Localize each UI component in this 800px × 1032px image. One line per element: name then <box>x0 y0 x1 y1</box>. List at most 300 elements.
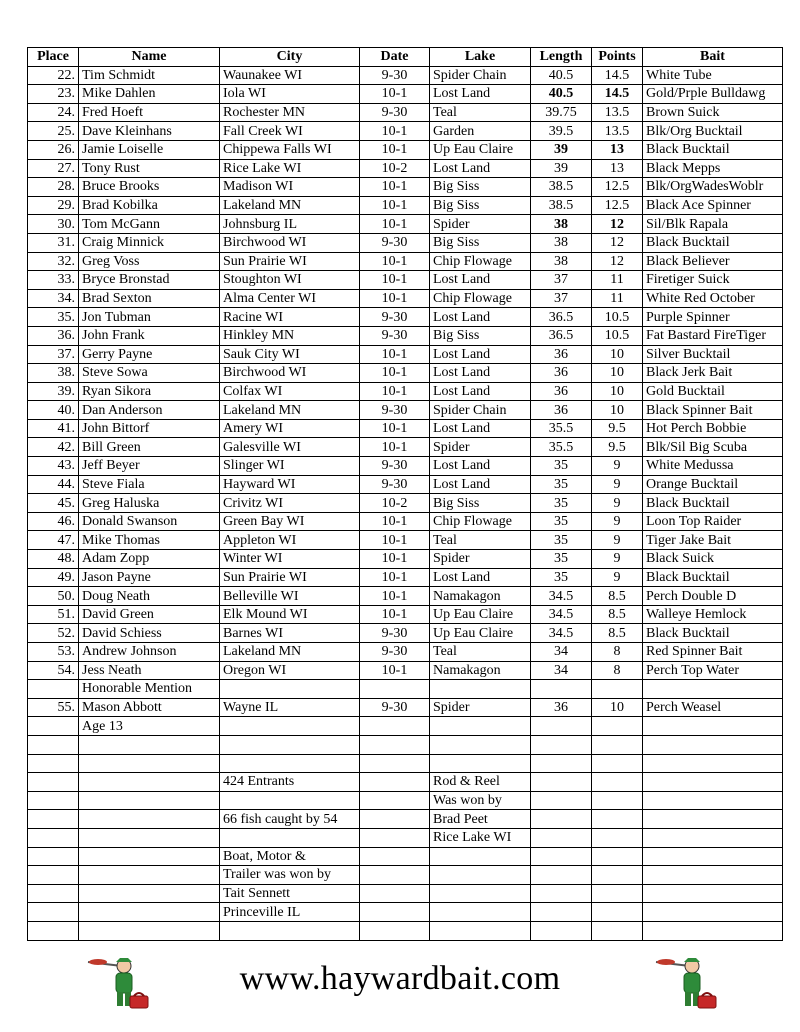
cell-points: 13 <box>592 159 643 178</box>
cell-bait: Blk/OrgWadesWoblr <box>643 178 783 197</box>
cell-date: 10-1 <box>360 550 430 569</box>
cell-length: 35 <box>531 550 592 569</box>
cell-points: 12 <box>592 215 643 234</box>
cell-bait: Loon Top Raider <box>643 512 783 531</box>
cell-city: Sauk City WI <box>220 345 360 364</box>
cell-points: 12 <box>592 252 643 271</box>
cell-place <box>28 754 79 773</box>
cell-city: Waunakee WI <box>220 66 360 85</box>
cell-bait: Firetiger Suick <box>643 271 783 290</box>
cell-place <box>28 680 79 699</box>
cell-lake: Lost Land <box>430 382 531 401</box>
table-row <box>28 196 783 215</box>
cell-lake: Chip Flowage <box>430 252 531 271</box>
cell-date: 10-1 <box>360 382 430 401</box>
cell-date: 10-1 <box>360 196 430 215</box>
cell-name: Mike Dahlen <box>79 85 220 104</box>
cell-name: Mike Thomas <box>79 531 220 550</box>
cell-length: 36 <box>531 345 592 364</box>
cell-date: 9-30 <box>360 698 430 717</box>
table-row <box>28 85 783 104</box>
cell-points: 12.5 <box>592 178 643 197</box>
cell-points: 9 <box>592 531 643 550</box>
cell-length: 34 <box>531 643 592 662</box>
cell-points: 12.5 <box>592 196 643 215</box>
cell-city: Oregon WI <box>220 661 360 680</box>
cell-length <box>531 680 592 699</box>
cell-bait <box>643 903 783 922</box>
cell-lake: Lost Land <box>430 419 531 438</box>
cell-name: John Frank <box>79 326 220 345</box>
cell-points: 9.5 <box>592 419 643 438</box>
cell-date: 10-1 <box>360 364 430 383</box>
cell-lake: Spider <box>430 438 531 457</box>
cell-points: 8.5 <box>592 624 643 643</box>
cell-lake: Lost Land <box>430 364 531 383</box>
cell-length <box>531 717 592 736</box>
cell-name: Brad Sexton <box>79 289 220 308</box>
cell-points: 14.5 <box>592 85 643 104</box>
cell-bait <box>643 735 783 754</box>
table-row <box>28 308 783 327</box>
cell-city: Lakeland MN <box>220 643 360 662</box>
cell-place: 43. <box>28 457 79 476</box>
cell-bait: Tiger Jake Bait <box>643 531 783 550</box>
cell-city: Racine WI <box>220 308 360 327</box>
cell-bait <box>643 754 783 773</box>
cell-length <box>531 754 592 773</box>
cell-name: Bruce Brooks <box>79 178 220 197</box>
cell-length: 39 <box>531 159 592 178</box>
cell-points <box>592 866 643 885</box>
cell-lake: Was won by <box>430 791 531 810</box>
cell-city: 424 Entrants <box>220 773 360 792</box>
cell-date <box>360 773 430 792</box>
table-row <box>28 866 783 885</box>
table-row <box>28 587 783 606</box>
cell-bait: Black Spinner Bait <box>643 401 783 420</box>
cell-name: Jon Tubman <box>79 308 220 327</box>
cell-date <box>360 847 430 866</box>
cell-place: 52. <box>28 624 79 643</box>
table-row <box>28 457 783 476</box>
cell-length: 35.5 <box>531 419 592 438</box>
cell-date: 10-1 <box>360 178 430 197</box>
table-row <box>28 271 783 290</box>
header-row <box>28 48 783 67</box>
cell-lake: Lost Land <box>430 345 531 364</box>
cell-name: Mason Abbott <box>79 698 220 717</box>
table-row <box>28 643 783 662</box>
cell-lake: Teal <box>430 531 531 550</box>
table-row <box>28 419 783 438</box>
cell-bait: Brown Suick <box>643 103 783 122</box>
cell-date: 9-30 <box>360 401 430 420</box>
cell-name <box>79 847 220 866</box>
cell-place <box>28 791 79 810</box>
cell-place: 55. <box>28 698 79 717</box>
cell-lake: Big Siss <box>430 326 531 345</box>
cell-name: Tim Schmidt <box>79 66 220 85</box>
cell-bait: Black Mepps <box>643 159 783 178</box>
cell-place: 39. <box>28 382 79 401</box>
cell-date <box>360 717 430 736</box>
table-row <box>28 568 783 587</box>
cell-lake: Spider Chain <box>430 66 531 85</box>
cell-bait <box>643 773 783 792</box>
cell-points: 12 <box>592 233 643 252</box>
cell-date <box>360 921 430 940</box>
cell-lake <box>430 754 531 773</box>
cell-place: 41. <box>28 419 79 438</box>
table-row <box>28 326 783 345</box>
cell-points: 10 <box>592 401 643 420</box>
cell-name: Steve Fiala <box>79 475 220 494</box>
header-points: Points <box>592 48 643 67</box>
cell-length: 38 <box>531 252 592 271</box>
cell-place: 51. <box>28 605 79 624</box>
cell-city: Elk Mound WI <box>220 605 360 624</box>
cell-city <box>220 754 360 773</box>
cell-date: 10-1 <box>360 419 430 438</box>
cell-date: 10-2 <box>360 494 430 513</box>
cell-points: 13.5 <box>592 122 643 141</box>
cell-points <box>592 680 643 699</box>
table-row <box>28 345 783 364</box>
cell-length: 34.5 <box>531 605 592 624</box>
cell-place: 42. <box>28 438 79 457</box>
cell-place <box>28 847 79 866</box>
cell-place: 31. <box>28 233 79 252</box>
cell-name: Age 13 <box>79 717 220 736</box>
cell-bait: Perch Top Water <box>643 661 783 680</box>
cell-city: Appleton WI <box>220 531 360 550</box>
cell-name <box>79 884 220 903</box>
cell-length <box>531 735 592 754</box>
cell-bait: Black Bucktail <box>643 494 783 513</box>
table-row <box>28 773 783 792</box>
cell-city: Boat, Motor & <box>220 847 360 866</box>
cell-date: 9-30 <box>360 643 430 662</box>
cell-length: 40.5 <box>531 66 592 85</box>
cell-city: Amery WI <box>220 419 360 438</box>
cell-name: Dan Anderson <box>79 401 220 420</box>
cell-points: 10 <box>592 698 643 717</box>
cell-lake <box>430 903 531 922</box>
cell-place: 22. <box>28 66 79 85</box>
cell-name <box>79 921 220 940</box>
cell-lake: Up Eau Claire <box>430 624 531 643</box>
cell-lake <box>430 866 531 885</box>
cell-length <box>531 903 592 922</box>
header-name: Name <box>79 48 220 67</box>
cell-date: 9-30 <box>360 233 430 252</box>
cell-bait: Black Jerk Bait <box>643 364 783 383</box>
cell-name: Greg Haluska <box>79 494 220 513</box>
table-row <box>28 531 783 550</box>
cell-place: 28. <box>28 178 79 197</box>
fisherman-mascot-icon <box>652 952 722 1014</box>
cell-name: Andrew Johnson <box>79 643 220 662</box>
table-row <box>28 791 783 810</box>
cell-name <box>79 754 220 773</box>
cell-lake: Chip Flowage <box>430 512 531 531</box>
cell-length: 36.5 <box>531 308 592 327</box>
cell-length: 36 <box>531 382 592 401</box>
cell-place: 29. <box>28 196 79 215</box>
cell-city: Princeville IL <box>220 903 360 922</box>
table-row <box>28 605 783 624</box>
cell-city: Trailer was won by <box>220 866 360 885</box>
cell-lake: Rice Lake WI <box>430 828 531 847</box>
cell-bait: Hot Perch Bobbie <box>643 419 783 438</box>
cell-lake: Big Siss <box>430 233 531 252</box>
cell-lake: Brad Peet <box>430 810 531 829</box>
cell-length: 38 <box>531 215 592 234</box>
table-row <box>28 401 783 420</box>
cell-date: 10-1 <box>360 122 430 141</box>
cell-bait: Black Bucktail <box>643 568 783 587</box>
cell-length: 39.5 <box>531 122 592 141</box>
cell-date: 10-1 <box>360 271 430 290</box>
cell-points: 10.5 <box>592 326 643 345</box>
cell-points: 8.5 <box>592 605 643 624</box>
cell-city: Belleville WI <box>220 587 360 606</box>
cell-points <box>592 810 643 829</box>
cell-place: 35. <box>28 308 79 327</box>
cell-points: 11 <box>592 271 643 290</box>
cell-points: 9 <box>592 568 643 587</box>
cell-date: 9-30 <box>360 326 430 345</box>
cell-length: 37 <box>531 289 592 308</box>
cell-city: Wayne IL <box>220 698 360 717</box>
cell-length <box>531 773 592 792</box>
cell-date: 10-1 <box>360 568 430 587</box>
cell-length: 37 <box>531 271 592 290</box>
cell-name: Jason Payne <box>79 568 220 587</box>
cell-bait <box>643 828 783 847</box>
footer <box>0 952 800 1016</box>
cell-place <box>28 903 79 922</box>
cell-name: Tony Rust <box>79 159 220 178</box>
cell-place <box>28 810 79 829</box>
cell-lake: Spider Chain <box>430 401 531 420</box>
cell-bait: Black Bucktail <box>643 624 783 643</box>
cell-place <box>28 735 79 754</box>
cell-date <box>360 791 430 810</box>
cell-bait: Sil/Blk Rapala <box>643 215 783 234</box>
cell-date: 9-30 <box>360 308 430 327</box>
table-row <box>28 289 783 308</box>
cell-bait <box>643 717 783 736</box>
cell-points: 8.5 <box>592 587 643 606</box>
cell-bait <box>643 847 783 866</box>
cell-length: 35.5 <box>531 438 592 457</box>
cell-name: Craig Minnick <box>79 233 220 252</box>
cell-points: 10 <box>592 364 643 383</box>
cell-length: 35 <box>531 531 592 550</box>
table-row <box>28 103 783 122</box>
table-row <box>28 438 783 457</box>
cell-bait: White Tube <box>643 66 783 85</box>
cell-length: 35 <box>531 457 592 476</box>
cell-length: 38 <box>531 233 592 252</box>
cell-city: Sun Prairie WI <box>220 568 360 587</box>
cell-date: 9-30 <box>360 66 430 85</box>
cell-lake: Namakagon <box>430 661 531 680</box>
cell-length: 38.5 <box>531 196 592 215</box>
table-row <box>28 810 783 829</box>
cell-length: 34.5 <box>531 624 592 643</box>
cell-lake: Big Siss <box>430 196 531 215</box>
cell-city: Johnsburg IL <box>220 215 360 234</box>
cell-points <box>592 847 643 866</box>
cell-place: 33. <box>28 271 79 290</box>
cell-date: 10-1 <box>360 345 430 364</box>
cell-name: Fred Hoeft <box>79 103 220 122</box>
results-body <box>28 66 783 940</box>
cell-name: Donald Swanson <box>79 512 220 531</box>
cell-city: Rochester MN <box>220 103 360 122</box>
cell-date: 10-1 <box>360 661 430 680</box>
cell-bait: Fat Bastard FireTiger <box>643 326 783 345</box>
cell-date: 10-1 <box>360 140 430 159</box>
table-row <box>28 233 783 252</box>
cell-points <box>592 791 643 810</box>
cell-date: 10-1 <box>360 215 430 234</box>
cell-date: 10-1 <box>360 289 430 308</box>
cell-name: Jamie Loiselle <box>79 140 220 159</box>
table-row <box>28 512 783 531</box>
cell-city: Colfax WI <box>220 382 360 401</box>
table-row <box>28 754 783 773</box>
cell-points: 10 <box>592 345 643 364</box>
cell-place: 25. <box>28 122 79 141</box>
cell-city: Lakeland MN <box>220 196 360 215</box>
cell-points: 8 <box>592 643 643 662</box>
cell-length <box>531 791 592 810</box>
table-row <box>28 66 783 85</box>
cell-place: 47. <box>28 531 79 550</box>
cell-name: Ryan Sikora <box>79 382 220 401</box>
cell-name <box>79 791 220 810</box>
cell-points <box>592 754 643 773</box>
cell-place: 37. <box>28 345 79 364</box>
cell-lake: Garden <box>430 122 531 141</box>
cell-lake: Up Eau Claire <box>430 140 531 159</box>
cell-city: Madison WI <box>220 178 360 197</box>
cell-date <box>360 884 430 903</box>
cell-place: 38. <box>28 364 79 383</box>
cell-name: David Schiess <box>79 624 220 643</box>
cell-date: 10-1 <box>360 512 430 531</box>
cell-city <box>220 828 360 847</box>
cell-points: 10 <box>592 382 643 401</box>
cell-bait <box>643 810 783 829</box>
cell-points: 10.5 <box>592 308 643 327</box>
cell-date <box>360 866 430 885</box>
table-row <box>28 680 783 699</box>
cell-name <box>79 810 220 829</box>
cell-bait: Orange Bucktail <box>643 475 783 494</box>
cell-lake: Lost Land <box>430 159 531 178</box>
cell-city <box>220 791 360 810</box>
table-row <box>28 735 783 754</box>
cell-name: John Bittorf <box>79 419 220 438</box>
table-row <box>28 159 783 178</box>
website-url[interactable]: www.haywardbait.com <box>239 960 561 997</box>
cell-place: 32. <box>28 252 79 271</box>
header-city: City <box>220 48 360 67</box>
cell-city: Tait Sennett <box>220 884 360 903</box>
cell-place: 45. <box>28 494 79 513</box>
cell-city: Alma Center WI <box>220 289 360 308</box>
cell-name: Honorable Mention <box>79 680 220 699</box>
cell-points: 9.5 <box>592 438 643 457</box>
cell-date: 10-1 <box>360 531 430 550</box>
cell-name: Jeff Beyer <box>79 457 220 476</box>
cell-date <box>360 810 430 829</box>
cell-city: Green Bay WI <box>220 512 360 531</box>
cell-city: Slinger WI <box>220 457 360 476</box>
cell-points: 11 <box>592 289 643 308</box>
cell-date: 9-30 <box>360 624 430 643</box>
cell-length: 36 <box>531 401 592 420</box>
cell-date: 10-2 <box>360 159 430 178</box>
cell-points <box>592 717 643 736</box>
header-lake: Lake <box>430 48 531 67</box>
cell-city: Birchwood WI <box>220 364 360 383</box>
cell-length <box>531 810 592 829</box>
table-row <box>28 178 783 197</box>
cell-city <box>220 921 360 940</box>
cell-city: 66 fish caught by 54 <box>220 810 360 829</box>
cell-length <box>531 828 592 847</box>
cell-place: 44. <box>28 475 79 494</box>
cell-city: Stoughton WI <box>220 271 360 290</box>
header-bait: Bait <box>643 48 783 67</box>
cell-city: Hayward WI <box>220 475 360 494</box>
cell-name <box>79 828 220 847</box>
cell-city: Sun Prairie WI <box>220 252 360 271</box>
cell-place: 30. <box>28 215 79 234</box>
cell-date: 10-1 <box>360 438 430 457</box>
cell-place <box>28 828 79 847</box>
cell-name: Brad Kobilka <box>79 196 220 215</box>
cell-name: Doug Neath <box>79 587 220 606</box>
cell-name <box>79 866 220 885</box>
cell-city: Galesville WI <box>220 438 360 457</box>
cell-points: 9 <box>592 457 643 476</box>
cell-city: Winter WI <box>220 550 360 569</box>
cell-place: 46. <box>28 512 79 531</box>
cell-lake: Namakagon <box>430 587 531 606</box>
cell-length: 35 <box>531 494 592 513</box>
cell-city: Birchwood WI <box>220 233 360 252</box>
cell-points <box>592 773 643 792</box>
cell-length: 38.5 <box>531 178 592 197</box>
cell-name <box>79 773 220 792</box>
header-date: Date <box>360 48 430 67</box>
header-length: Length <box>531 48 592 67</box>
cell-date <box>360 754 430 773</box>
table-row <box>28 903 783 922</box>
cell-bait: Blk/Org Bucktail <box>643 122 783 141</box>
cell-points: 9 <box>592 550 643 569</box>
cell-bait <box>643 680 783 699</box>
cell-bait: Black Bucktail <box>643 140 783 159</box>
cell-length: 35 <box>531 568 592 587</box>
